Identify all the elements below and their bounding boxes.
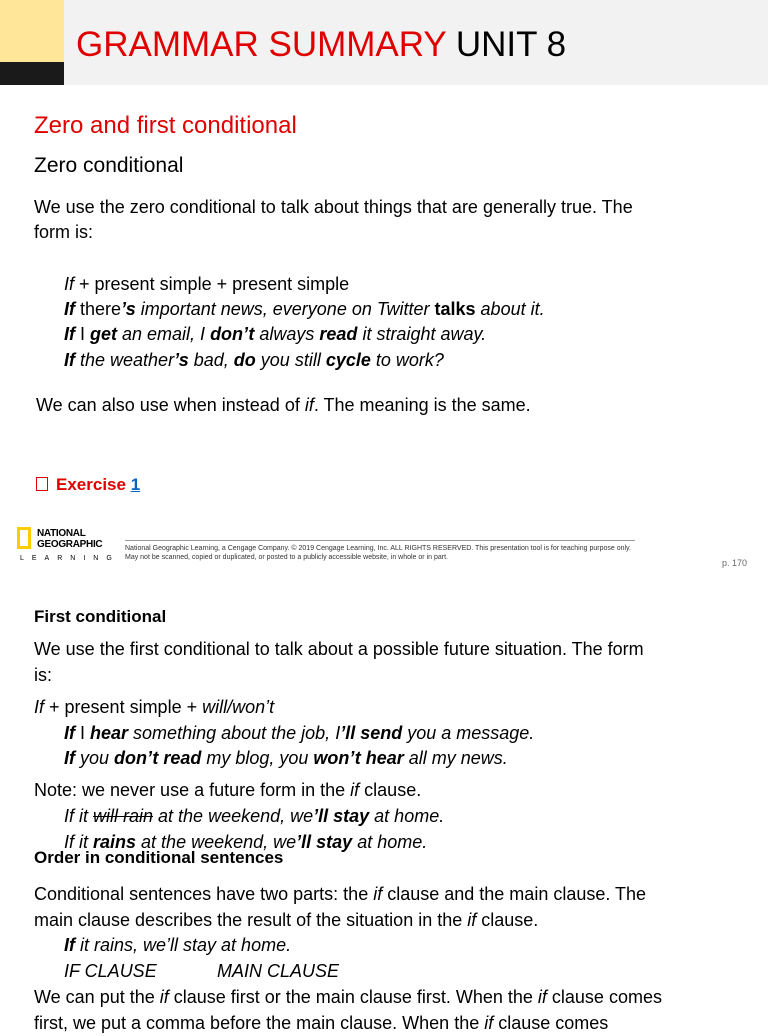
checkbox-icon bbox=[36, 477, 48, 491]
zero-example-1: If there’s important news, everyone on Twitter talks about it. bbox=[64, 299, 545, 319]
exercise-number-link[interactable]: 1 bbox=[130, 475, 141, 494]
header-yellow-block bbox=[0, 0, 64, 62]
page-number: p. 170 bbox=[722, 558, 748, 568]
exercise-link[interactable] bbox=[36, 473, 140, 497]
zero-example-2: If I get an email, I don’t always read it straight away. bbox=[64, 324, 487, 344]
first-intro-line-1: We use the first conditional to talk about a possible future situation. The form bbox=[34, 639, 644, 659]
order-example: If it rains, we’ll stay at home. bbox=[64, 935, 292, 955]
if-clause-label: IF CLAUSE bbox=[64, 961, 157, 981]
zero-intro-line-1: We use the zero conditional to talk about things that are generally true. The bbox=[34, 197, 633, 217]
nat-geo-logo-icon bbox=[17, 527, 31, 549]
zero-note: We can also use when instead of if. The meaning is the same. bbox=[36, 395, 531, 415]
page-title bbox=[76, 24, 566, 66]
formula-rest: + present simple + present simple bbox=[74, 274, 350, 294]
section-title: Zero and first conditional bbox=[34, 112, 297, 139]
main-clause-label: MAIN CLAUSE bbox=[217, 961, 340, 981]
first-formula: If + present simple + will/won’t bbox=[34, 697, 275, 717]
logo-text-geographic: GEOGRAPHIC bbox=[37, 539, 103, 550]
first-note: Note: we never use a future form in the if clause. bbox=[34, 780, 422, 800]
title-unit: UNIT 8 bbox=[455, 25, 567, 64]
first-example-wrong: If it will rain at the weekend, we’ll stay at home. bbox=[64, 806, 445, 826]
zero-formula bbox=[64, 271, 349, 297]
first-intro-line-2: is: bbox=[34, 665, 52, 685]
order-para-line-1: Conditional sentences have two parts: the if clause and the main clause. The bbox=[34, 884, 647, 904]
footer-divider bbox=[125, 540, 635, 541]
order-heading: Order in conditional sentences bbox=[34, 848, 284, 867]
logo-text-national: NATIONAL bbox=[37, 528, 86, 539]
zero-intro-line-2: form is: bbox=[34, 222, 94, 242]
struck-out-text: will rain bbox=[93, 806, 154, 826]
copyright-text: National Geographic Learning, a Cengage Company. © 2019 Cengage Learning, Inc. ALL RIGHTS RESERVED. This presentation tool is for teaching purpose only. May not be scanned, copied or duplicated, or posted to a publicly accessible website, in whole or in part. bbox=[125, 545, 631, 561]
first-example-1: If I hear something about the job, I’ll send you a message. bbox=[64, 723, 535, 743]
header-black-block bbox=[0, 62, 64, 85]
title-red: GRAMMAR SUMMARY bbox=[76, 25, 447, 64]
exercise-label: Exercise bbox=[56, 475, 131, 494]
zero-conditional-heading: Zero conditional bbox=[34, 154, 184, 177]
order-para-line-3: We can put the if clause first or the main clause first. When the if clause comes bbox=[34, 987, 662, 1007]
formula-if: If bbox=[64, 274, 75, 294]
first-conditional-heading: First conditional bbox=[34, 607, 167, 626]
order-para-line-4: first, we put a comma before the main clause. When the if clause comes bbox=[34, 1013, 609, 1033]
first-example-2: If you don’t read my blog, you won’t hear all my news. bbox=[64, 748, 508, 768]
order-para-line-2: main clause describes the result of the situation in the if clause. bbox=[34, 910, 539, 930]
zero-example-3: If the weather’s bad, do you still cycle to work? bbox=[64, 350, 444, 370]
first-example-correct: If it rains at the weekend, we’ll stay at home. bbox=[64, 832, 428, 852]
logo-text-learning: LEARNING bbox=[20, 555, 120, 562]
